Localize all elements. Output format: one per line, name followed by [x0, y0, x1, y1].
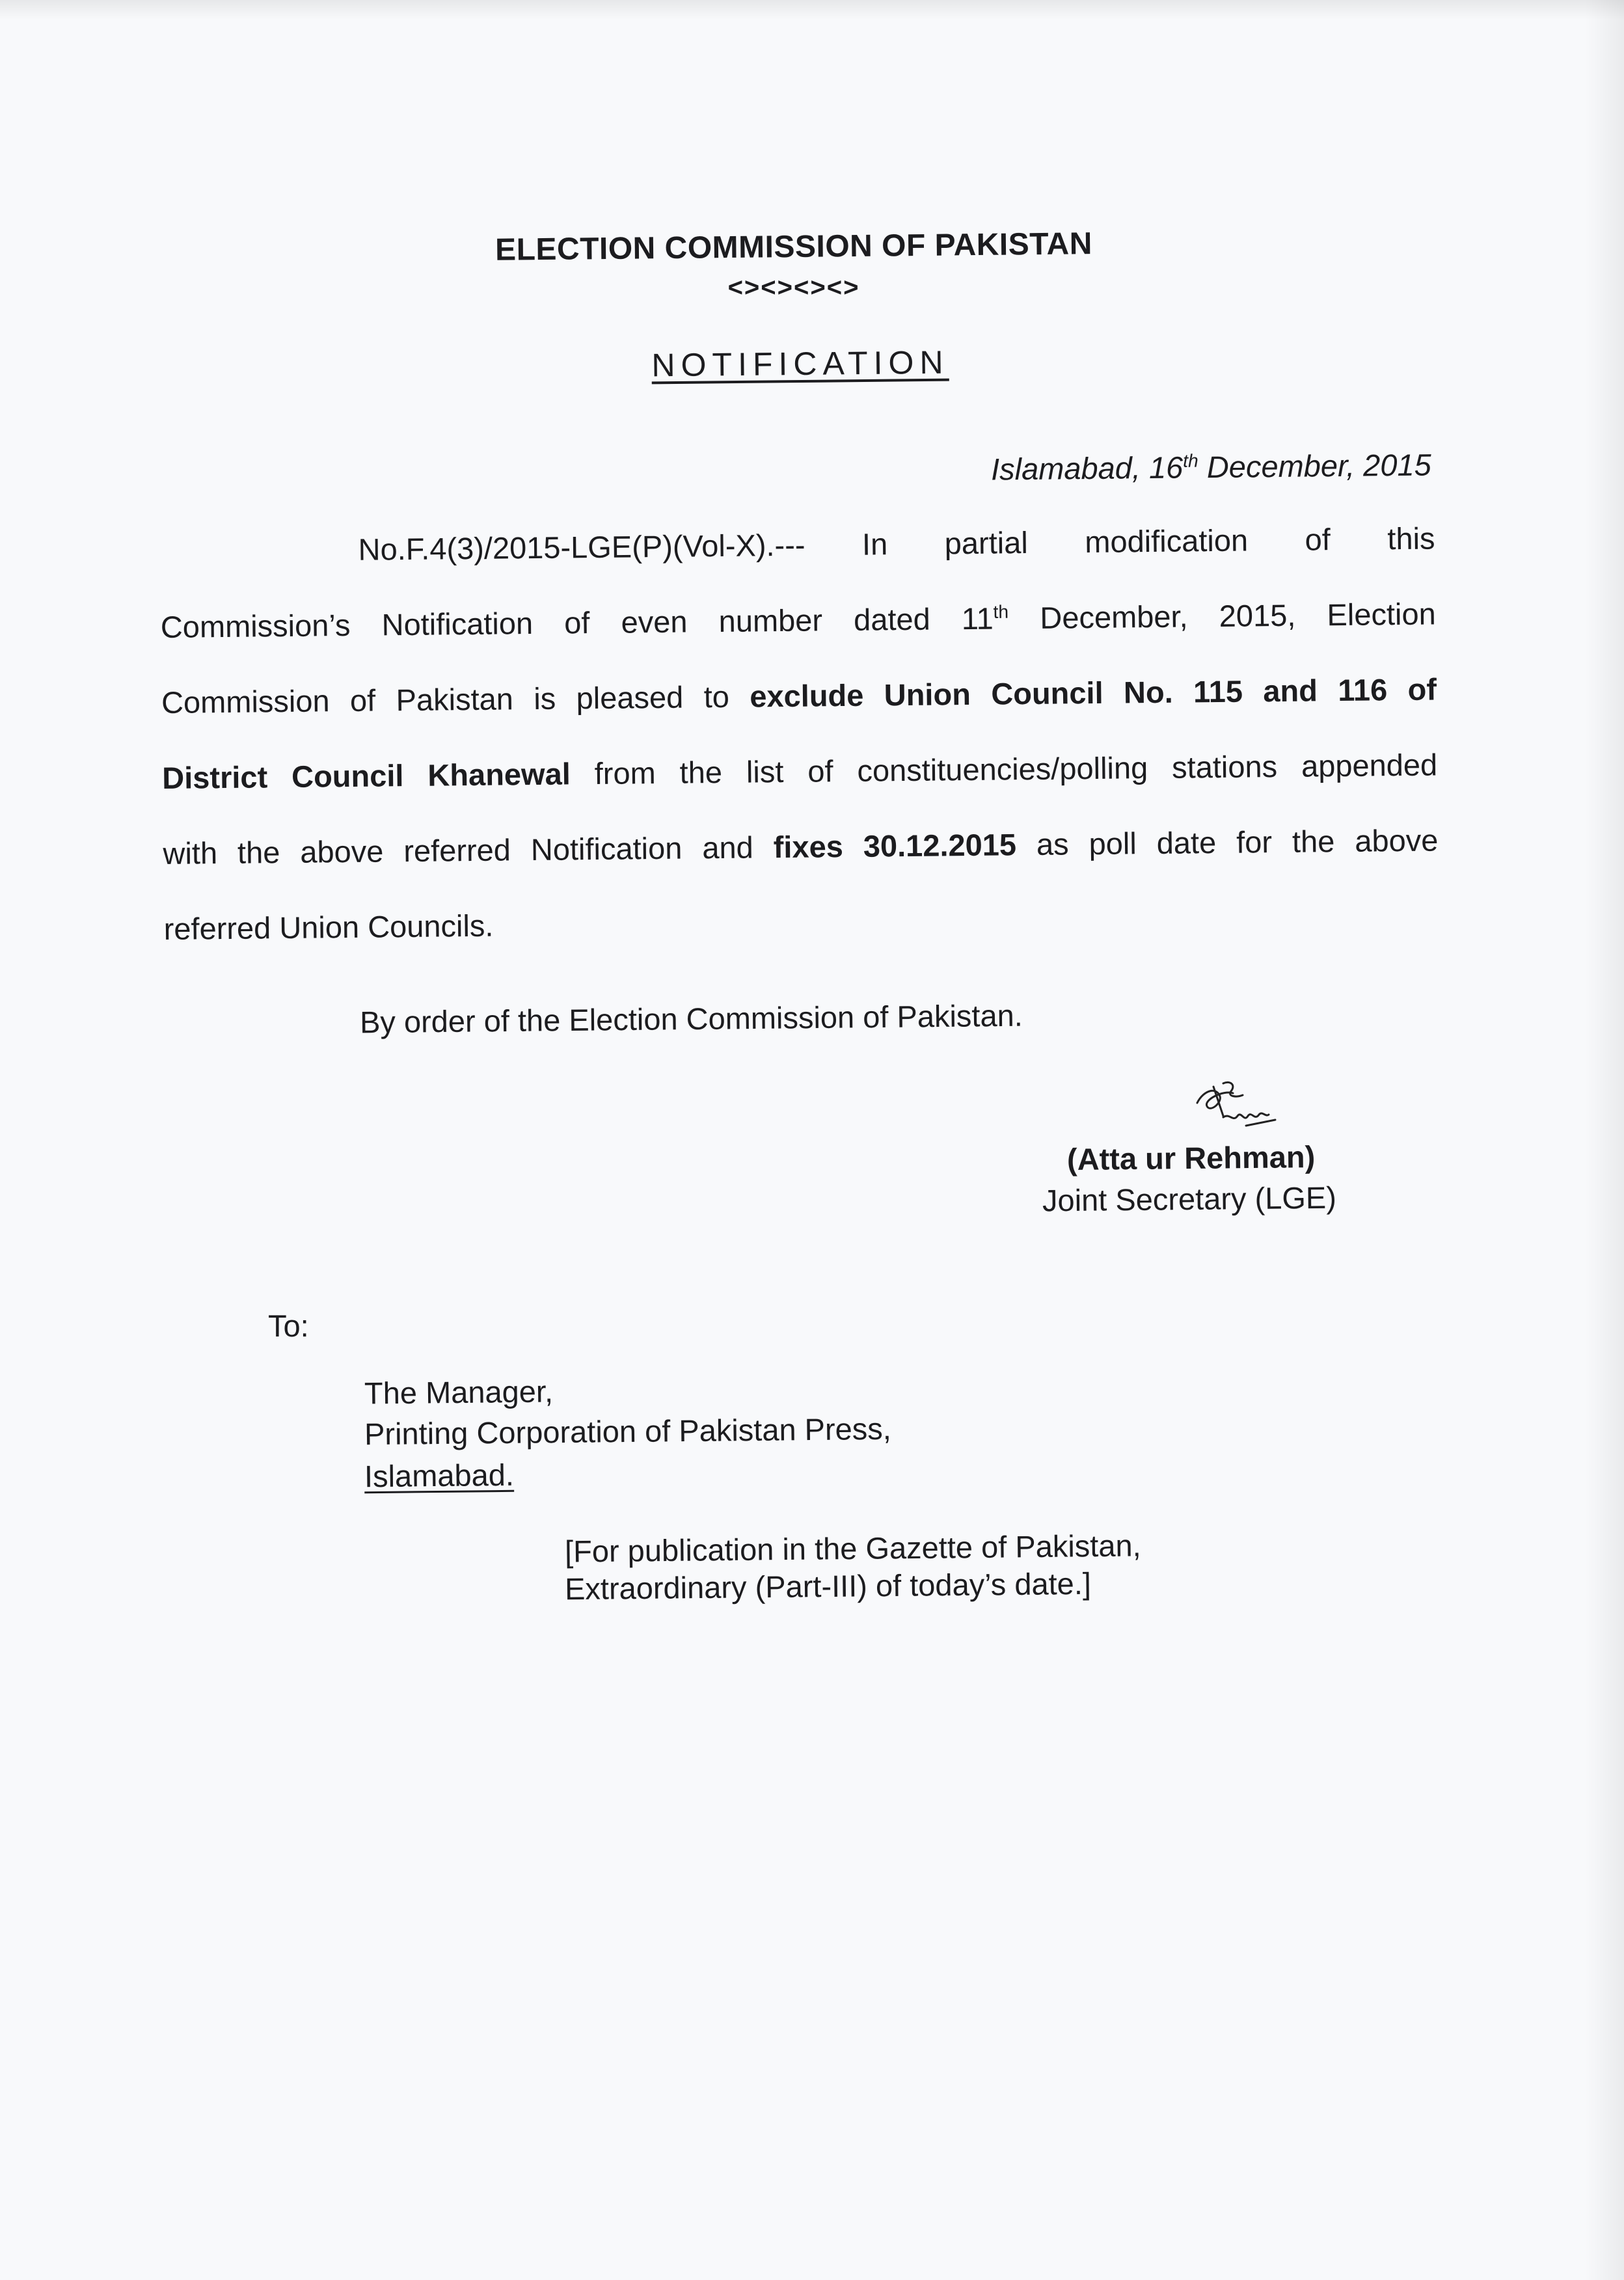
date-month-year: December, 2015: [1198, 447, 1432, 485]
ordinal-sup: th: [993, 601, 1009, 622]
body-text: with the above referred Notification and: [163, 830, 774, 871]
signatory-name: (Atta ur Rehman): [1066, 1139, 1316, 1176]
body-line-4: [162, 727, 1438, 816]
body-word: partial: [944, 525, 1029, 561]
reference-number: No.F.4(3)/2015-LGE(P)(Vol-X).---: [358, 527, 805, 567]
publication-note-line-1: [For publication in the Gazette of Pakistan,: [564, 1528, 1141, 1569]
heading-ornament: <><><><>: [727, 273, 860, 302]
body-word: In: [861, 526, 888, 562]
organization-heading: ELECTION COMMISSION OF PAKISTAN: [494, 226, 1093, 267]
body-word: this: [1387, 521, 1435, 556]
recipient-line-1: The Manager,: [364, 1374, 554, 1411]
body-text: referred Union Councils.: [163, 908, 494, 946]
body-word: of: [1305, 522, 1331, 557]
notification-title: NOTIFICATION: [651, 344, 949, 384]
date-line: [991, 446, 1431, 487]
body-bold-text: District Council Khanewal: [161, 756, 571, 795]
signatory-title: Joint Secretary (LGE): [1042, 1180, 1337, 1218]
to-label: To:: [268, 1309, 309, 1343]
notification-body: [159, 500, 1439, 966]
body-word: modification: [1085, 522, 1249, 560]
handwritten-signature: [1184, 1077, 1301, 1148]
body-text: as poll date for the above: [1016, 822, 1439, 862]
scan-top-shadow: [0, 0, 1624, 20]
order-line: By order of the Election Commission of Pakistan.: [359, 998, 1023, 1040]
body-line-6: [163, 878, 1439, 967]
recipient-line-3: Islamabad.: [364, 1457, 515, 1494]
publication-note-line-2: Extraordinary (Part-III) of today’s date.]: [564, 1566, 1092, 1607]
recipient-line-2: Printing Corporation of Pakistan Press,: [364, 1411, 892, 1452]
body-line-5: [163, 802, 1439, 891]
body-line-1: [159, 500, 1435, 590]
body-text: Commission of Pakistan is pleased to: [161, 679, 750, 720]
date-prefix: Islamabad, 16: [991, 450, 1184, 487]
body-text: Commission’s Notification of even number dated 11: [160, 601, 994, 644]
body-text: December, 2015, Election: [1008, 596, 1436, 636]
body-line-2: [160, 576, 1436, 665]
date-suffix-sup: th: [1183, 450, 1199, 471]
body-bold-text: exclude Union Council No. 115 and 116 of: [750, 672, 1437, 714]
body-line-3: [161, 651, 1437, 740]
body-text: from the list of constituencies/polling stations appended: [570, 747, 1438, 791]
body-bold-text: fixes 30.12.2015: [773, 827, 1017, 865]
